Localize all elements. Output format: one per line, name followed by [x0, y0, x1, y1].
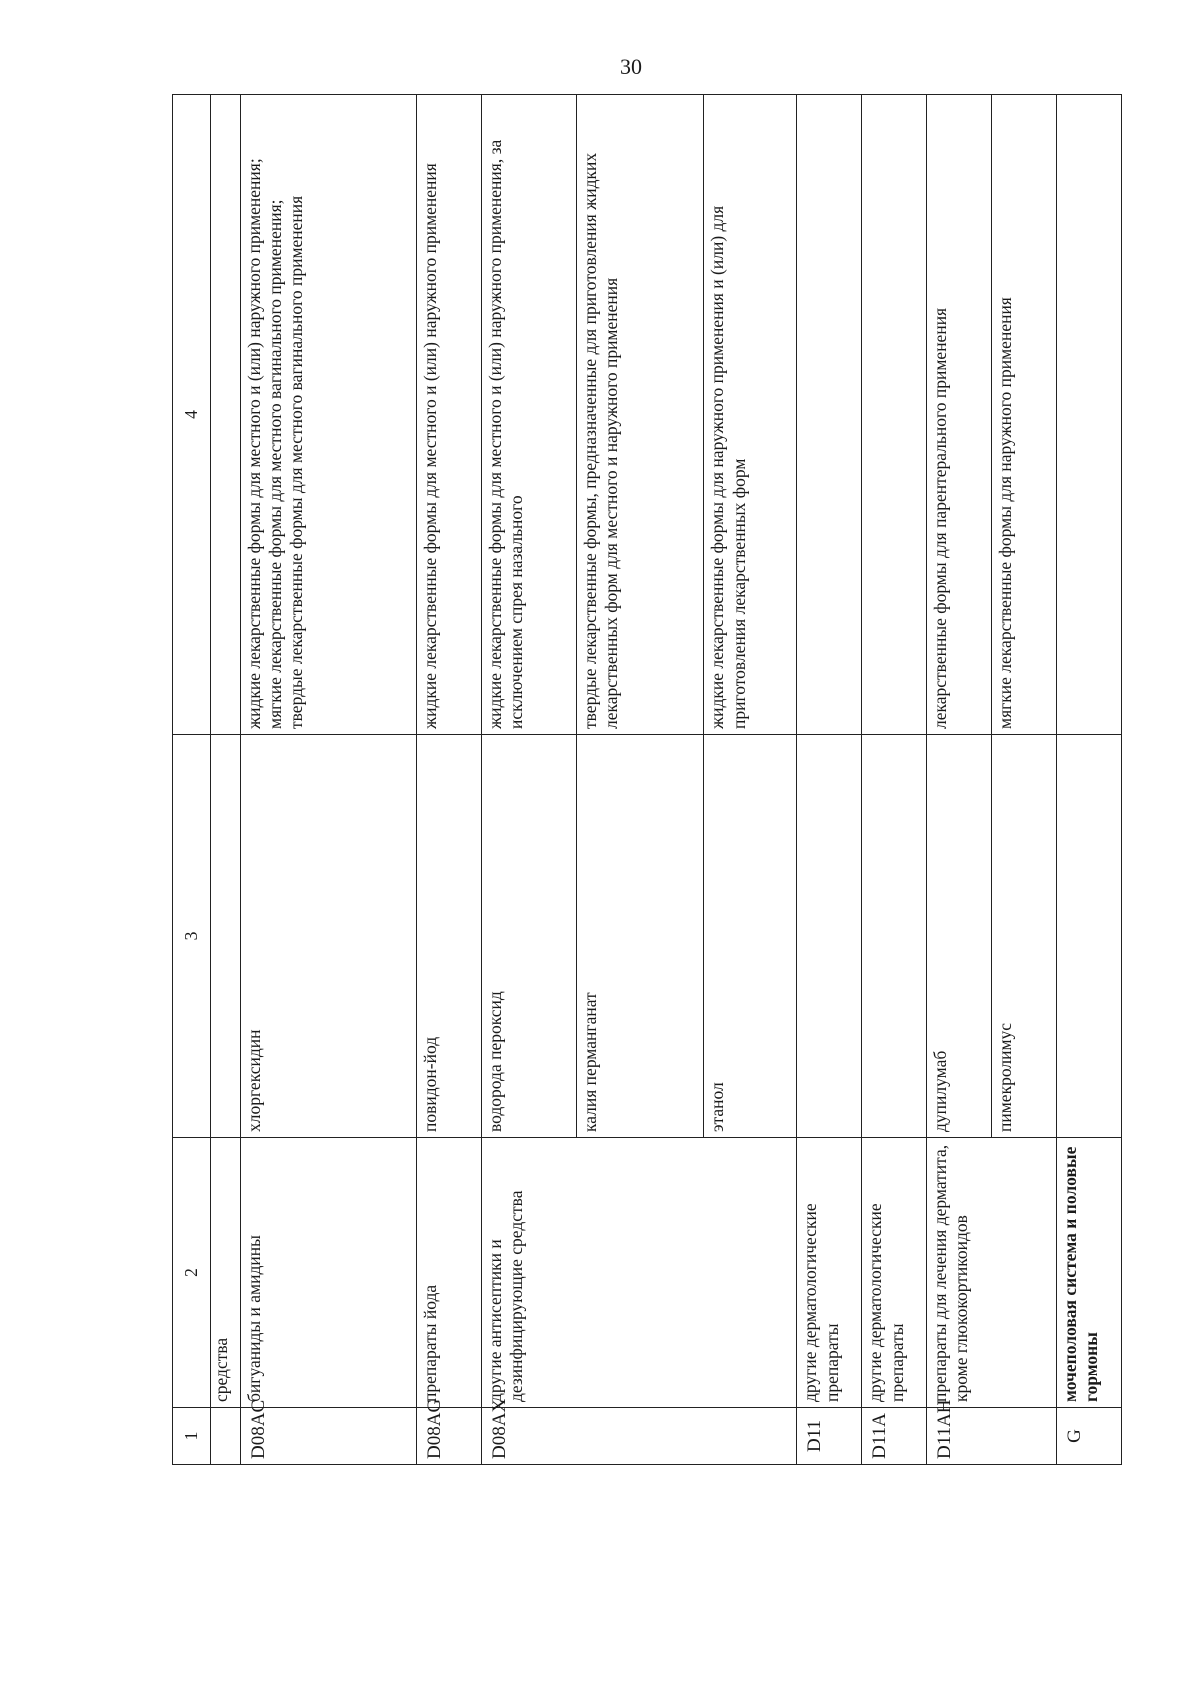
page-number: 30	[620, 54, 642, 79]
dosage-forms: жидкие лекарственные формы для местного и (или) наружного применения, за исключением спрея назального	[481, 95, 576, 735]
group-name: другие дерматологические препараты	[862, 1138, 927, 1408]
continuation-row	[211, 95, 240, 1465]
dosage-forms: твердые лекарственные формы, предназначенные для приготовления жидких лекарственных форм для местного и наружного применения	[576, 95, 704, 735]
dosage-forms: лекарственные формы для парентерального применения	[927, 95, 992, 735]
continuation-drug	[211, 735, 240, 1138]
dosage-form-line: мягкие лекарственные формы для местного вагинального применения;	[264, 199, 285, 729]
header-col-4: 4	[173, 95, 211, 735]
atc-code: G	[1057, 1408, 1122, 1465]
continuation-group: средства	[211, 1138, 240, 1408]
table-row-d08ag	[416, 95, 481, 1465]
group-name: препараты для лечения дерматита, кроме глюкокортикоидов	[927, 1138, 1057, 1408]
table-row-g	[1057, 95, 1122, 1465]
header-col-1: 1	[173, 1408, 211, 1465]
continuation-forms	[211, 95, 240, 735]
table-header-row	[173, 95, 211, 1465]
group-name: мочеполовая система и половые гормоны	[1057, 1138, 1122, 1408]
atc-code: D11A	[862, 1408, 927, 1465]
drug-name: хлоргексидин	[240, 735, 416, 1138]
dosage-forms	[797, 95, 862, 735]
dosage-form-line: жидкие лекарственные формы для местного и (или) наружного применения;	[243, 158, 264, 729]
drug-name: водорода пероксид	[481, 735, 576, 1138]
table-row-d11a	[862, 95, 927, 1465]
drug-name	[862, 735, 927, 1138]
atc-code: D08AC	[240, 1408, 416, 1465]
group-name: препараты йода	[416, 1138, 481, 1408]
drug-name: этанол	[704, 735, 797, 1138]
drug-name: дупилумаб	[927, 735, 992, 1138]
dosage-forms	[1057, 95, 1122, 735]
dosage-forms	[862, 95, 927, 735]
header-col-3: 3	[173, 735, 211, 1138]
atc-code: D08AX	[481, 1408, 796, 1465]
table-row-d08ac	[240, 95, 416, 1465]
continuation-code	[211, 1408, 240, 1465]
dosage-forms: мягкие лекарственные формы для наружного применения	[992, 95, 1057, 735]
dosage-forms: жидкие лекарственные формы для местного и (или) наружного применения	[416, 95, 481, 735]
drug-name	[1057, 735, 1122, 1138]
table-row-d11	[797, 95, 862, 1465]
group-name: другие антисептики и дезинфицирующие средства	[481, 1138, 796, 1408]
group-name: бигуаниды и амидины	[240, 1138, 416, 1408]
drug-name: калия перманганат	[576, 735, 704, 1138]
header-col-2: 2	[173, 1138, 211, 1408]
dosage-form-line: твердые лекарственные формы для местного вагинального применения	[286, 195, 307, 729]
drug-table-rotated	[172, 95, 1122, 1465]
atc-code: D11AH	[927, 1408, 1057, 1465]
atc-code: D11	[797, 1408, 862, 1465]
table-row-d08ax	[481, 95, 576, 1465]
table-row-d11ah	[927, 95, 992, 1465]
drug-name: пимекролимус	[992, 735, 1057, 1138]
dosage-forms: жидкие лекарственные формы для наружного применения и (или) для приготовления лекарственных форм	[704, 95, 797, 735]
dosage-forms	[240, 95, 416, 735]
drug-name	[797, 735, 862, 1138]
drug-table	[172, 94, 1122, 1465]
drug-name: повидон-йод	[416, 735, 481, 1138]
group-name: другие дерматологические препараты	[797, 1138, 862, 1408]
atc-code: D08AG	[416, 1408, 481, 1465]
